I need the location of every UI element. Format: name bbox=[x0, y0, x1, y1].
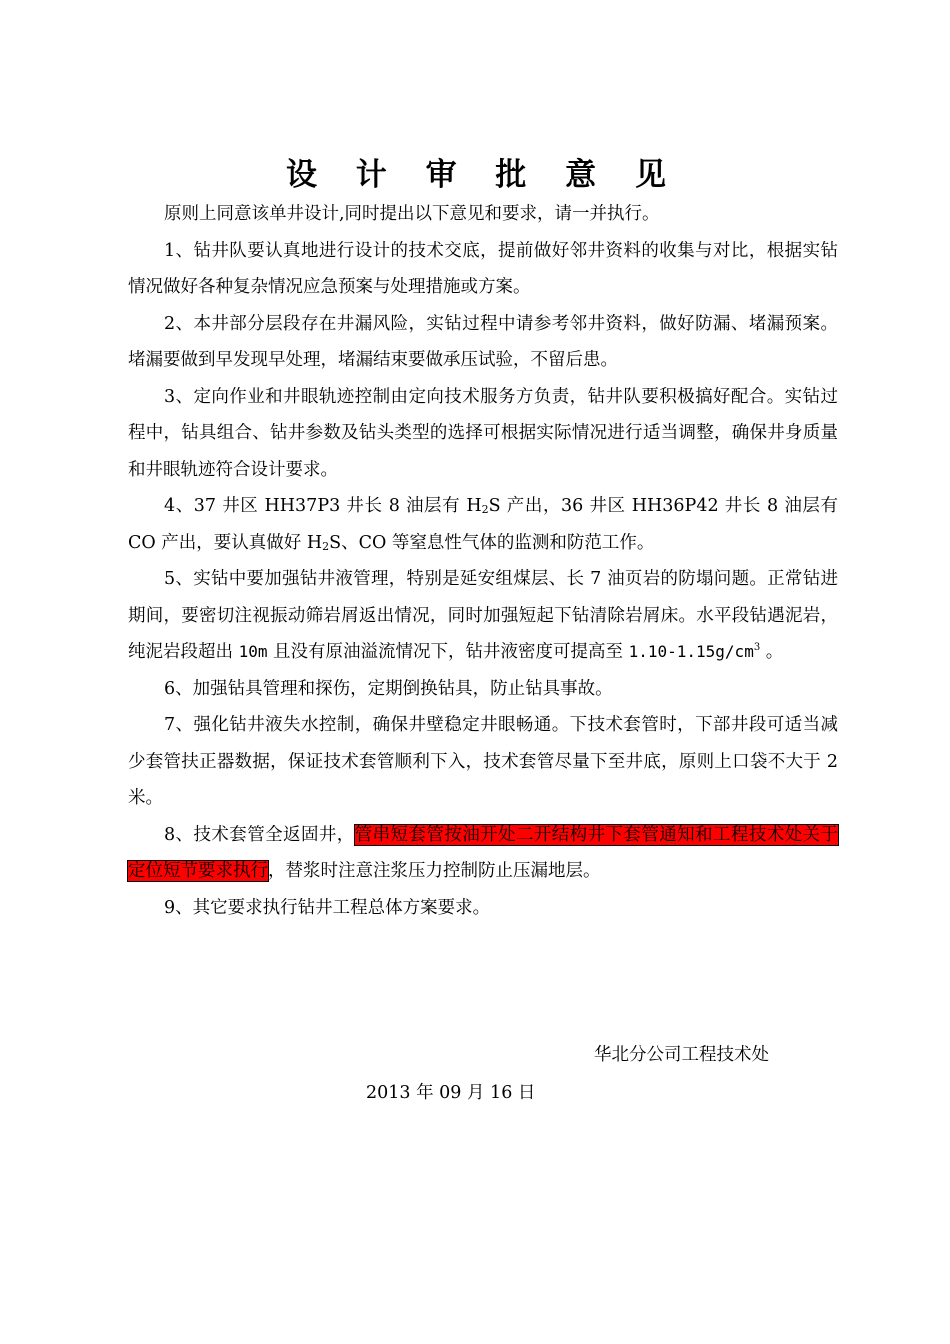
item-8-text-b: ，替浆时注意注浆压力控制防止压漏地层。 bbox=[268, 861, 601, 881]
item-3-paragraph: 3、定向作业和井眼轨迹控制由定向技术服务方负责，钻井队要积极搞好配合。实钻过程中，钻具组合、钻井参数及钻头类型的选择可根据实际情况进行适当调整，确保井身质量和井眼轨迹符合设计要求。 bbox=[128, 386, 838, 480]
item-6-paragraph: 6、加强钻具管理和探伤，定期倒换钻具，防止钻具事故。 bbox=[164, 678, 613, 699]
item-5-text-c: 。 bbox=[760, 642, 784, 662]
item-7-paragraph: 7、强化钻井液失水控制，确保井壁稳定井眼畅通。下技术套管时，下部井段可适当减少套管扶正器数据，保证技术套管顺利下入，技术套管尽量下至井底，原则上口袋不大于 2 米。 bbox=[128, 715, 838, 808]
document-body bbox=[128, 196, 838, 926]
item-5-density: 1.10-1.15g/cm bbox=[628, 642, 754, 661]
item-5-superscript: 3 bbox=[753, 642, 761, 653]
item-4-paragraph bbox=[128, 488, 838, 561]
item-5-length: 10m bbox=[238, 642, 268, 661]
item-5-paragraph bbox=[128, 561, 838, 671]
item-9-paragraph: 9、其它要求执行钻井工程总体方案要求。 bbox=[164, 897, 491, 918]
item-8-paragraph bbox=[128, 817, 838, 890]
item-4-subscript-b: 2 bbox=[322, 539, 330, 553]
item-5-text-a: 5、实钻中要加强钻井液管理，特别是延安组煤层、长 7 油页岩的防塌问题。正常钻进期间，要密切注视振动筛岩屑返出情况，同时加强短起下钻清除岩屑床。水平段钻遇泥岩，纯泥岩段超出 bbox=[128, 569, 838, 662]
signature-date: 2013 年 09 月 16 日 bbox=[366, 1083, 536, 1103]
item-4-text-c: S、CO 等窒息性气体的监测和防范工作。 bbox=[329, 532, 655, 553]
item-2-paragraph: 2、本井部分层段存在井漏风险，实钻过程中请参考邻井资料，做好防漏、堵漏预案。堵漏要做到早发现早处理，堵漏结束要做承压试验，不留后患。 bbox=[128, 313, 838, 370]
item-8-highlighted-text: 管串短套管按油开处二开结构井下套管通知和工程技术处关于定位短节要求执行 bbox=[128, 824, 838, 881]
item-4-text-b: S 产出，36 井区 HH36P42 井长 8 油层有 CO 产出，要认真做好 H bbox=[128, 496, 838, 553]
item-4-subscript-a: 2 bbox=[481, 503, 489, 516]
item-5-text-b: 且没有原油溢流情况下，钻井液密度可提高至 bbox=[267, 642, 629, 662]
item-8-text-a: 8、技术套管全返固井， bbox=[164, 824, 355, 845]
item-4-text-a: 4、37 井区 HH37P3 井长 8 油层有 H bbox=[164, 496, 482, 516]
intro-paragraph: 原则上同意该单井设计,同时提出以下意见和要求，请一并执行。 bbox=[164, 204, 660, 224]
item-1-paragraph: 1、钻井队要认真地进行设计的技术交底，提前做好邻井资料的收集与对比，根据实钻情况做好各种复杂情况应急预案与处理措施或方案。 bbox=[128, 240, 838, 297]
document-title: 设 计 审 批 意 见 bbox=[286, 157, 680, 193]
signature-department: 华北分公司工程技术处 bbox=[594, 1045, 769, 1065]
